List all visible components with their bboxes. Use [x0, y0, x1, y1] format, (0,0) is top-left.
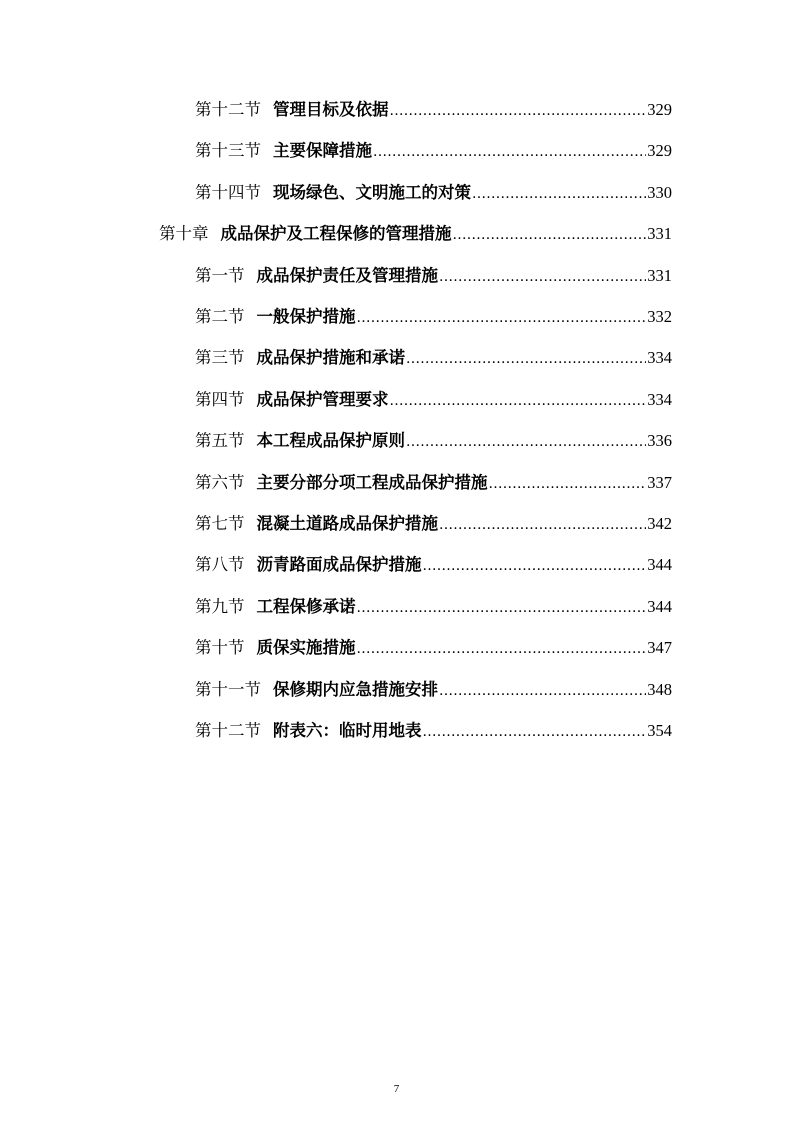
toc-dot-leader — [357, 637, 647, 661]
toc-entry-number: 第四节 — [195, 390, 245, 409]
toc-entry-page: 329 — [647, 100, 672, 119]
toc-entry-number: 第八节 — [195, 555, 245, 574]
toc-dot-leader — [439, 513, 646, 537]
toc-entry-page: 334 — [647, 348, 672, 367]
toc-dot-leader — [423, 554, 647, 578]
toc-dot-leader — [357, 306, 647, 330]
toc-dot-leader — [357, 596, 647, 620]
toc-section-entry[interactable] — [195, 719, 672, 743]
toc-entry-number: 第十章 — [159, 224, 209, 243]
toc-dot-leader — [423, 720, 647, 744]
toc-entry-title: 附表六：临时用地表 — [273, 721, 422, 740]
toc-entry-number: 第十节 — [195, 638, 245, 657]
toc-dot-leader — [439, 679, 646, 703]
toc-section-entry[interactable] — [195, 264, 672, 288]
toc-entry-title: 主要保障措施 — [273, 141, 372, 160]
toc-entry-number: 第二节 — [195, 307, 245, 326]
toc-entry-title: 现场绿色、文明施工的对策 — [273, 183, 471, 202]
toc-entry-title: 成品保护措施和承诺 — [256, 348, 405, 367]
toc-entry-page: 332 — [647, 307, 672, 326]
toc-entry-page: 347 — [647, 638, 672, 657]
toc-entry-page: 330 — [647, 183, 672, 202]
toc-section-entry[interactable] — [195, 678, 672, 702]
toc-entry-page: 331 — [647, 266, 672, 285]
toc-entry-number: 第十四节 — [195, 183, 261, 202]
toc-entry-number: 第七节 — [195, 514, 245, 533]
toc-entry-page: 334 — [647, 390, 672, 409]
toc-section-entry[interactable] — [195, 595, 672, 619]
toc-dot-leader — [390, 389, 647, 413]
toc-section-entry[interactable] — [195, 471, 672, 495]
toc-dot-leader — [406, 347, 646, 371]
toc-entry-title: 质保实施措施 — [256, 638, 356, 657]
page-number: 7 — [393, 1083, 400, 1095]
toc-entry-number: 第十三节 — [195, 141, 261, 160]
toc-dot-leader — [406, 430, 646, 454]
toc-entry-page: 331 — [647, 224, 672, 243]
toc-entry-title: 管理目标及依据 — [273, 100, 389, 119]
toc-entry-page: 354 — [647, 721, 672, 740]
toc-section-entry[interactable] — [195, 636, 672, 660]
toc-entry-page: 348 — [647, 680, 672, 699]
toc-dot-leader — [390, 99, 647, 123]
toc-entry-title: 本工程成品保护原则 — [256, 431, 405, 450]
toc-section-entry[interactable] — [195, 512, 672, 536]
toc-entry-title: 成品保护及工程保修的管理措施 — [220, 224, 452, 243]
toc-section-entry[interactable] — [195, 305, 672, 329]
toc-section-entry[interactable] — [195, 139, 672, 163]
toc-entry-page: 342 — [647, 514, 672, 533]
toc-entry-number: 第三节 — [195, 348, 245, 367]
toc-entry-page: 344 — [647, 597, 672, 616]
toc-entry-number: 第十一节 — [195, 680, 261, 699]
toc-dot-leader — [373, 140, 646, 164]
toc-entry-title: 工程保修承诺 — [256, 597, 356, 616]
toc-section-entry[interactable] — [195, 429, 672, 453]
toc-entry-page: 336 — [647, 431, 672, 450]
toc-entry-number: 第九节 — [195, 597, 245, 616]
toc-entry-page: 329 — [647, 141, 672, 160]
toc-dot-leader — [439, 265, 646, 289]
toc-entry-title: 成品保护责任及管理措施 — [256, 266, 438, 285]
toc-entry-title: 沥青路面成品保护措施 — [256, 555, 422, 574]
toc-entry-title: 一般保护措施 — [256, 307, 356, 326]
toc-entry-title: 保修期内应急措施安排 — [273, 680, 438, 699]
toc-section-entry[interactable] — [195, 98, 672, 122]
toc-entry-page: 344 — [647, 555, 672, 574]
toc-dot-leader — [489, 472, 647, 496]
toc-section-entry[interactable] — [195, 181, 672, 205]
toc-dot-leader — [453, 223, 647, 247]
toc-section-entry[interactable] — [195, 346, 672, 370]
toc-section-entry[interactable] — [195, 388, 672, 412]
toc-entry-title: 主要分部分项工程成品保护措施 — [256, 473, 488, 492]
toc-section-entry[interactable] — [195, 553, 672, 577]
toc-entry-title: 混凝土道路成品保护措施 — [256, 514, 438, 533]
toc-entry-number: 第十二节 — [195, 100, 261, 119]
toc-entry-number: 第一节 — [195, 266, 245, 285]
toc-entry-number: 第六节 — [195, 473, 245, 492]
toc-entry-page: 337 — [647, 473, 672, 492]
toc-entry-number: 第十二节 — [195, 721, 261, 740]
toc-chapter-entry[interactable] — [159, 222, 672, 246]
toc-entry-title: 成品保护管理要求 — [256, 390, 389, 409]
toc-dot-leader — [472, 182, 646, 206]
toc-entry-number: 第五节 — [195, 431, 245, 450]
